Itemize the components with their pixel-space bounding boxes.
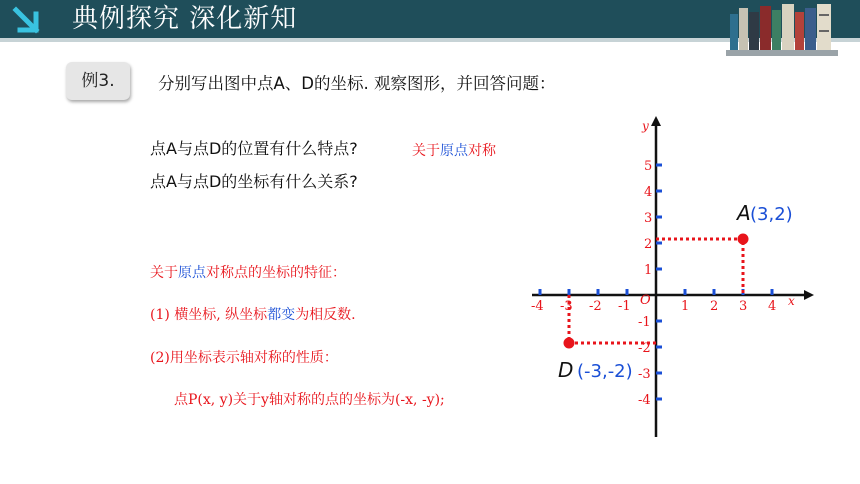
point-a-letter: A	[737, 201, 751, 225]
arrow-icon	[12, 4, 60, 36]
question-1: 点A与点D的位置有什么特点?	[150, 139, 358, 158]
x-tick-label: 2	[710, 299, 719, 314]
y-tick-label: -3	[638, 367, 651, 382]
note-line-2-part1: (1) 横坐标, 纵坐标	[150, 307, 268, 323]
origin-label: O	[640, 293, 651, 308]
note-line-1-part2: 原点	[178, 265, 206, 281]
y-tick-label: -2	[638, 341, 651, 356]
example-badge: 例3.	[66, 62, 130, 100]
y-axis-label: y	[642, 119, 649, 133]
x-tick-label: -2	[589, 299, 602, 314]
y-tick-label: 2	[644, 237, 653, 252]
x-tick-label: 1	[681, 299, 690, 314]
y-axis-arrow	[651, 116, 661, 126]
note-line-2-part3: 为相反数.	[295, 307, 356, 323]
x-axis-label: x	[788, 294, 795, 308]
y-tick-label: -1	[638, 315, 651, 330]
point-a	[738, 234, 749, 245]
answer-1	[412, 140, 496, 160]
answer-1-part2: 原点	[440, 143, 468, 159]
question-text: 分别写出图中点A、D的坐标. 观察图形，并回答问题：	[158, 74, 556, 93]
y-tick-label: 5	[644, 159, 653, 174]
note-line-3: (2)用坐标表示轴对称的性质：	[150, 350, 338, 366]
point-d	[564, 338, 575, 349]
y-tick-label: -4	[638, 393, 651, 408]
note-line-2-part2: 都变	[267, 307, 296, 323]
x-tick-label: -1	[618, 299, 631, 314]
coordinate-graph	[520, 112, 820, 442]
answer-1-part3: 对称	[468, 143, 496, 159]
point-a-coords: (3,2)	[750, 204, 793, 225]
point-d-letter: D	[558, 358, 574, 382]
x-tick-label: 3	[739, 299, 748, 314]
note-line-1-part1: 关于	[150, 265, 178, 281]
y-tick-label: 1	[644, 263, 653, 278]
books-icon	[722, 0, 842, 58]
x-tick-label: -4	[531, 299, 544, 314]
answer-1-part1: 关于	[412, 143, 440, 159]
header	[0, 0, 860, 46]
y-tick-label: 3	[644, 211, 653, 226]
note-line-1-part3: 对称点的坐标的特征：	[206, 265, 346, 281]
page-title: 典例探究 深化新知	[72, 4, 298, 34]
guide-a	[656, 239, 743, 295]
x-tick-label: -3	[560, 299, 573, 314]
note-line-2	[150, 304, 356, 324]
question-2: 点A与点D的坐标有什么关系?	[150, 172, 358, 191]
note-line-1	[150, 262, 346, 282]
point-d-coords: (-3,-2)	[577, 361, 633, 382]
x-tick-label: 4	[768, 299, 777, 314]
note-line-4: 点P(x, y)关于y轴对称的点的坐标为(-x, -y);	[174, 392, 445, 408]
x-axis-arrow	[804, 290, 814, 300]
y-tick-label: 4	[644, 185, 653, 200]
